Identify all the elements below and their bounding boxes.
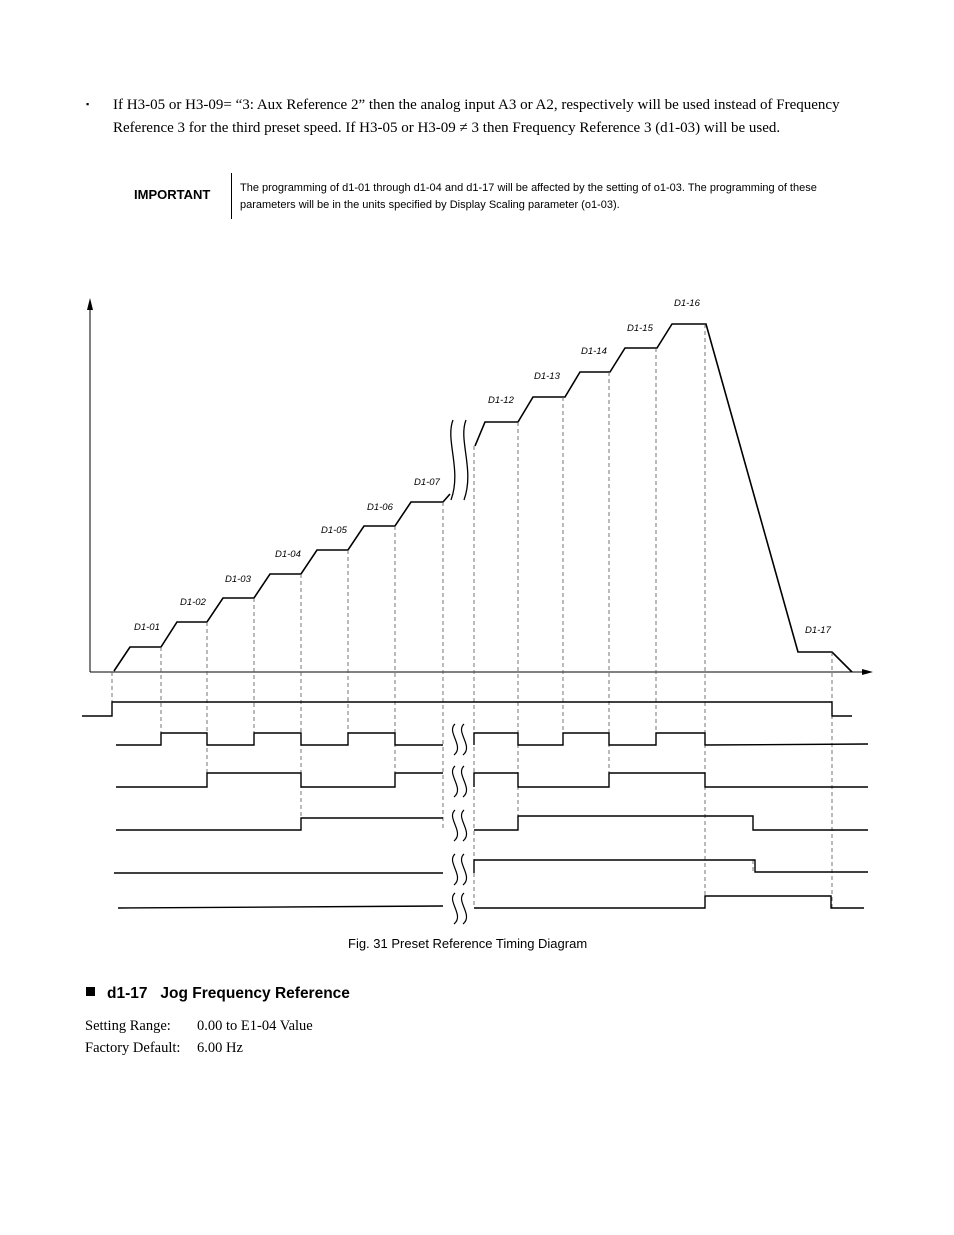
step-label-d1-05: D1-05 [321,525,347,536]
step-label-d1-14: D1-14 [581,346,607,357]
step-label-d1-12: D1-12 [488,395,514,406]
step-label-d1-16: D1-16 [674,298,700,309]
signal-row-1 [116,733,868,745]
factory-default-value: 6.00 Hz [197,1040,243,1056]
step-label-d1-15: D1-15 [627,323,653,334]
step-label-d1-17: D1-17 [805,625,831,636]
step-label-d1-04: D1-04 [275,549,301,560]
step-label-d1-01: D1-01 [134,622,160,633]
diagram-axes [87,298,873,675]
bullet-paragraph [86,94,876,140]
step-label-d1-03: D1-03 [225,574,251,585]
setting-range-value: 0.00 to E1-04 Value [197,1018,313,1034]
step-label-d1-13: D1-13 [534,371,560,382]
break-symbol-profile [451,420,468,500]
bullet-text: If H3-05 or H3-09= “3: Aux Reference 2” then the analog input A3 or A2, respectively will be used instead of Frequency Reference 3 for the third preset speed. If H3-05 or H3-09 ≠ 3 then Frequency Reference 3 (d1-03) will be used. [113,97,840,136]
section-heading-text: d1-17 Jog Frequency Reference [107,985,350,1002]
bullet-marker: ▪ [86,99,90,109]
section-heading [86,985,350,1003]
break-symbol-signals [452,724,466,924]
signal-row-4 [114,860,868,873]
timing-diagram [0,290,954,930]
signal-row-3 [116,816,868,830]
step-label-d1-06: D1-06 [367,502,393,513]
step-label-d1-02: D1-02 [180,597,206,608]
factory-default-row [85,1039,243,1057]
frequency-profile-left [114,494,450,671]
important-note [134,172,854,220]
figure-caption: Fig. 31 Preset Reference Timing Diagram [348,936,588,951]
time-guides [112,324,832,908]
important-divider [231,173,232,219]
factory-default-label: Factory Default: [85,1040,181,1056]
setting-range-row [85,1017,313,1035]
signal-row-5 [118,896,864,908]
frequency-profile-right [475,324,852,672]
section-bullet [86,987,95,996]
step-labels [134,298,832,636]
important-text: The programming of d1-01 through d1-04 and d1-17 will be affected by the setting of o1-03. The programming of these parameters will be in the units specified by Display Scaling parameter (o1-03). [240,182,817,211]
step-label-d1-07: D1-07 [414,477,440,488]
setting-range-label: Setting Range: [85,1018,171,1034]
important-label: IMPORTANT [134,187,211,202]
signal-row-run [82,702,852,716]
signal-row-2 [116,773,868,787]
